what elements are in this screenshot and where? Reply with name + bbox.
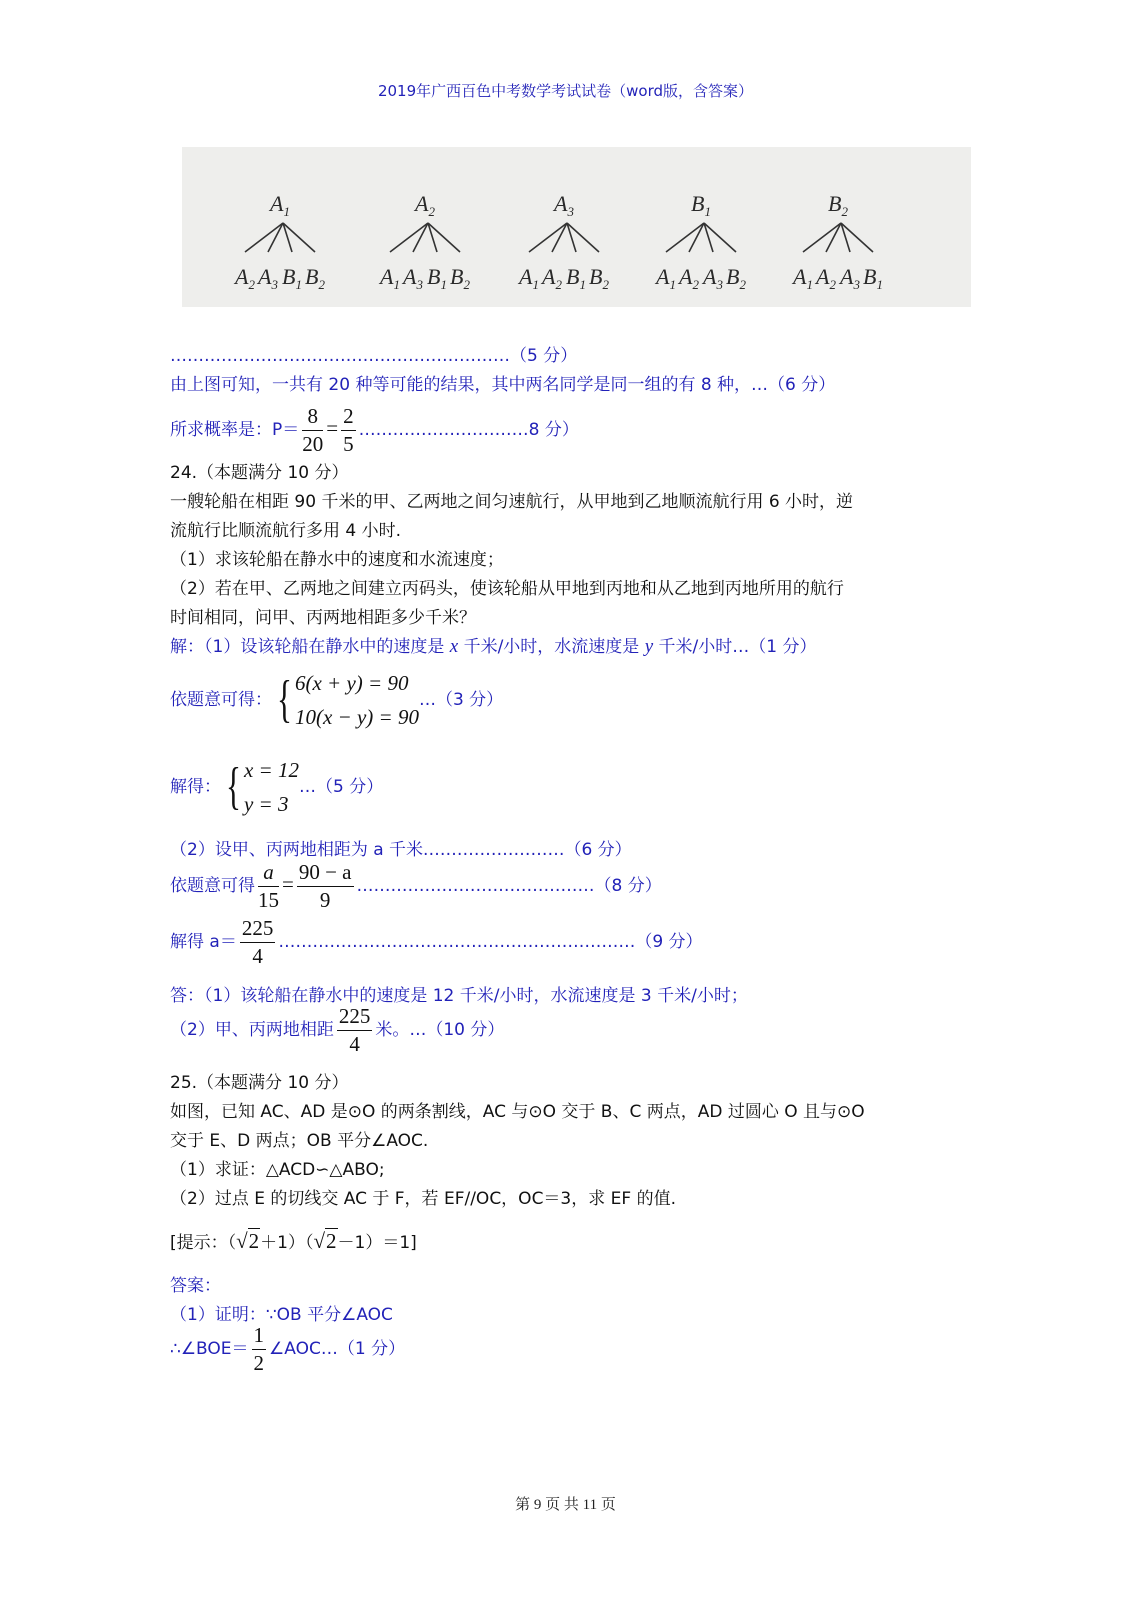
result-statement: 由上图可知，一共有 20 种等可能的结果，其中两名同学是同一组的有 8 种，…（6 分）	[170, 375, 836, 395]
tree-branch	[245, 223, 283, 252]
tree-leaf-label: $A_2$	[679, 264, 699, 292]
page-header: 2019年广西百色中考数学考试试卷（word版，含答案）	[377, 82, 754, 100]
q24-part2-solution	[170, 913, 703, 971]
radicand: 2	[326, 1229, 337, 1253]
q24-stem-line1: 一艘轮船在相距 90 千米的甲、乙两地之间匀速航行，从甲地到乙地顺流航行用 6 小时，逆	[170, 492, 854, 512]
tree-branch	[666, 223, 704, 252]
sqrt-2: √2	[236, 1229, 260, 1253]
fraction-1-2	[252, 1322, 267, 1377]
sol-text: 千米/小时，水流速度是	[458, 637, 645, 657]
brace: {	[225, 758, 241, 815]
q24-part2-equation	[170, 855, 662, 915]
solution-system	[221, 753, 299, 821]
fraction-a-15	[258, 859, 279, 914]
q25-proof-line2	[170, 1320, 405, 1378]
solution-y: y = 3	[243, 792, 289, 816]
q24-title: 24.（本题满分 10 分）	[170, 463, 349, 483]
equals-sign: =	[282, 872, 294, 896]
tree-leaf-label: $A_1$	[656, 264, 676, 292]
p2-sol-score: ………………………………………………………（9 分）	[278, 932, 703, 952]
frac-num: 2	[341, 403, 356, 431]
frac-den: 4	[252, 943, 263, 968]
fraction-225-4	[240, 915, 276, 970]
q24-solution-setup	[170, 636, 817, 658]
page-footer: 第 9 页 共 11 页	[515, 1497, 616, 1513]
tree-root-label: $A_2$	[415, 191, 435, 219]
q25-part1: （1）求证：△ACD∽△ABO;	[170, 1160, 385, 1180]
tree-root-label: $B_2$	[828, 191, 848, 219]
var-x: x	[449, 636, 459, 657]
tree-branch	[552, 223, 567, 252]
frac-num: a	[258, 859, 279, 887]
sol-text: 千米/小时…（1 分）	[653, 637, 817, 657]
q25-proof-line1: （1）证明：∵OB 平分∠AOC	[170, 1305, 393, 1325]
hint-text: [提示：（	[170, 1233, 237, 1253]
frac-den: 20	[302, 431, 324, 456]
tree-leaf-label: $B_1$	[566, 264, 586, 292]
tree-diagram	[182, 147, 971, 307]
tree-branch	[826, 223, 841, 252]
q24-part2-line1: （2）若在甲、乙两地之间建立丙码头，使该轮船从甲地到丙地和从乙地到丙地所用的航行	[170, 579, 844, 599]
fraction-8-20	[302, 403, 323, 458]
frac-num: 90 − a	[297, 859, 354, 887]
frac-num: 8	[302, 403, 323, 431]
tree-root-label: $B_1$	[691, 191, 711, 219]
solution-x: x = 12	[243, 758, 299, 782]
radicand: 2	[248, 1229, 260, 1253]
q24-answer-2	[170, 1001, 504, 1059]
eq-score: …（3 分）	[418, 690, 504, 710]
tree-leaf-label: $A_3$	[403, 264, 423, 292]
q25-part2: （2）过点 E 的切线交 AC 于 F，若 EF//OC，OC＝3，求 EF 的值.	[170, 1189, 676, 1209]
tree-leaf-label: $A_2$	[235, 264, 255, 292]
tree-leaf-label: $B_2$	[450, 264, 470, 292]
tree-leaf-label: $B_1$	[427, 264, 447, 292]
fraction-2-5	[341, 403, 356, 458]
tree-root-label: $A_1$	[270, 191, 290, 219]
tree-branch	[803, 223, 841, 252]
tree-leaf-label: $A_2$	[816, 264, 836, 292]
q25-stem-line2: 交于 E、D 两点；OB 平分∠AOC.	[170, 1131, 429, 1151]
tree-leaf-label: $B_2$	[726, 264, 746, 292]
tree-branch	[529, 223, 567, 252]
frac-den: 9	[319, 887, 331, 912]
q25-hint	[170, 1226, 417, 1258]
probability-line	[170, 400, 579, 458]
tree-leaf-label: $A_1$	[793, 264, 813, 292]
tree-leaf-label: $A_1$	[519, 264, 539, 292]
hint-text: ＋1）（	[260, 1233, 314, 1253]
tree-leaf-label: $A_3$	[258, 264, 278, 292]
solution-system-line	[170, 751, 383, 823]
proof2-prefix: ∴∠BOE＝	[170, 1339, 249, 1359]
equation-system-line	[170, 664, 503, 736]
tree-leaf-label: $A_3$	[703, 264, 723, 292]
brace: {	[276, 671, 292, 728]
q25-stem-line1: 如图，已知 AC、AD 是⊙O 的两条割线，AC 与⊙O 交于 B、C 两点，AD 过圆心 O 且与⊙O	[170, 1102, 865, 1122]
score-line-5: ……………………………………………………（5 分）	[170, 346, 578, 366]
tree-leaf-label: $A_2$	[542, 264, 562, 292]
tree-diagram-image	[182, 147, 971, 307]
prob-prefix: 所求概率是：P＝	[170, 420, 300, 440]
q25-answer-label: 答案：	[170, 1276, 221, 1296]
tree-leaf-label: $A_1$	[380, 264, 400, 292]
frac-num: 225	[337, 1003, 373, 1031]
fraction-90-minus-a-9	[297, 859, 354, 914]
frac-den: 5	[343, 431, 354, 456]
tree-branch	[268, 223, 283, 252]
p2-eq-prefix: 依题意可得	[170, 876, 255, 896]
tree-branch	[689, 223, 704, 252]
tree-leaf-label: $B_2$	[305, 264, 325, 292]
sol-text: 解：（1）设该轮船在静水中的速度是	[170, 637, 450, 657]
tree-root-label: $A_3$	[554, 191, 574, 219]
equation-2: 10(x − y) = 90	[294, 705, 419, 729]
eq-prefix: 依题意可得：	[170, 690, 272, 710]
fraction-225-4	[337, 1003, 373, 1058]
p2-eq-score: ……………………………………（8 分）	[356, 876, 662, 896]
p2-sol-prefix: 解得 a＝	[170, 932, 237, 952]
frac-num: 225	[240, 915, 276, 943]
tree-branch	[413, 223, 428, 252]
var-y: y	[644, 636, 654, 657]
equation-system	[272, 666, 419, 734]
tree-leaf-label: $B_2$	[589, 264, 609, 292]
q24-part2-setup: （2）设甲、丙两地相距为 a 千米.……………………（6 分）	[170, 840, 632, 860]
hint-text: －1）＝1]	[337, 1233, 417, 1253]
solve-score: …（5 分）	[298, 777, 384, 797]
q24-part1: （1）求该轮船在静水中的速度和水流速度；	[170, 550, 504, 570]
solve-prefix: 解得：	[170, 777, 221, 797]
q24-stem-line2: 流航行比顺流航行多用 4 小时.	[170, 521, 402, 541]
equation-1: 6(x + y) = 90	[294, 671, 409, 695]
equals-sign: =	[326, 416, 339, 440]
tree-branch	[390, 223, 428, 252]
ans2-suffix: 米。…（10 分）	[375, 1020, 505, 1040]
tree-leaf-label: $A_3$	[840, 264, 860, 292]
tree-leaf-label: $B_1$	[863, 264, 883, 292]
proof2-suffix: ∠AOC…（1 分）	[269, 1339, 406, 1359]
q24-answer-1: 答：（1）该轮船在静水中的速度是 12 千米/小时，水流速度是 3 千米/小时；	[170, 986, 748, 1006]
frac-den: 4	[349, 1031, 360, 1056]
frac-num: 1	[252, 1322, 267, 1350]
ans2-prefix: （2）甲、丙两地相距	[170, 1020, 334, 1040]
q25-title: 25.（本题满分 10 分）	[170, 1073, 349, 1093]
prob-score: …………………………8 分）	[358, 420, 579, 440]
q24-part2-line2: 时间相同，问甲、丙两地相距多少千米？	[170, 608, 476, 628]
sqrt-2: √2	[313, 1229, 337, 1253]
tree-leaf-label: $B_1$	[282, 264, 302, 292]
frac-den: 2	[253, 1350, 265, 1375]
frac-den: 15	[258, 887, 279, 912]
